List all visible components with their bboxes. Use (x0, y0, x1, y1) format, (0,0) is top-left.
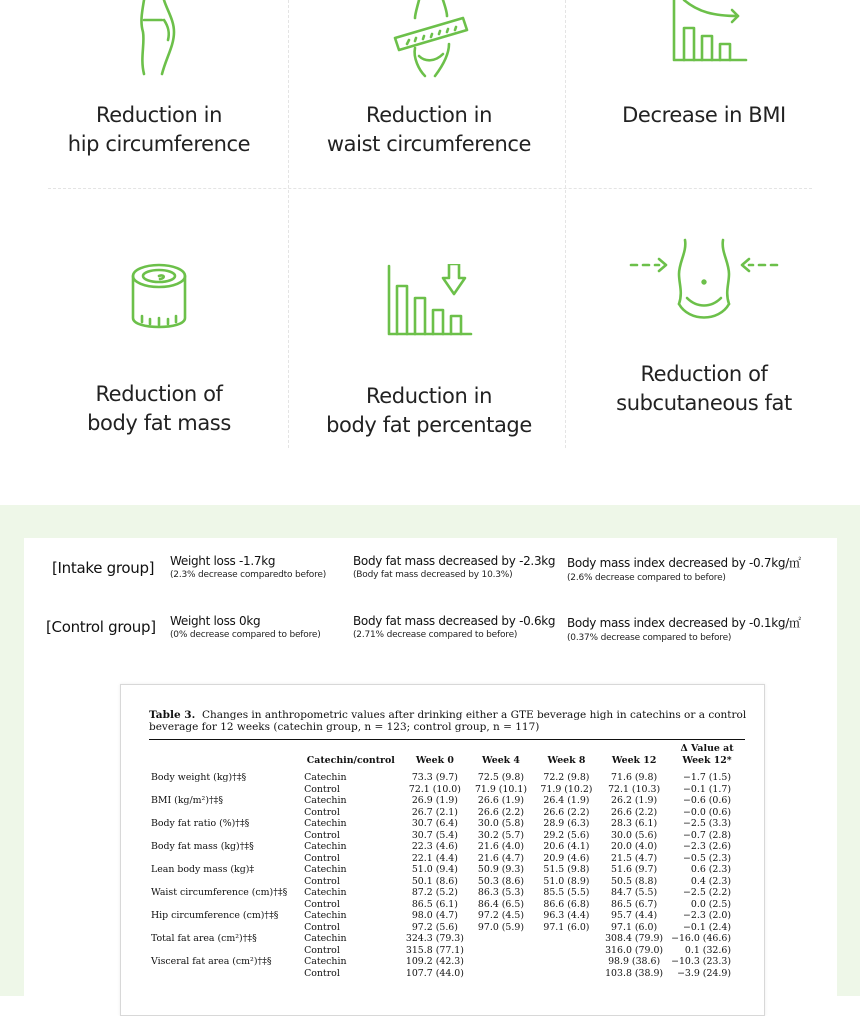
table-cell-w12: 98.9 (38.6) (608, 956, 661, 967)
table-cell-w8: 20.9 (4.6) (543, 852, 590, 864)
table-cell-w4: 50.9 (9.3) (477, 864, 525, 875)
table-row (149, 769, 745, 784)
table-cell-delta: 0.6 (2.3) (690, 864, 731, 875)
benefit-fat-percentage (294, 264, 564, 440)
results-card (24, 538, 837, 1008)
table-cell-w8: 51.0 (8.9) (543, 875, 590, 887)
results-section (0, 505, 860, 996)
table-cell-w0: 98.0 (4.7) (411, 910, 458, 921)
table-cell-w0: 22.3 (4.6) (411, 841, 458, 852)
table-cell-w4: 97.0 (5.9) (477, 921, 525, 933)
table-cell-w4: 26.6 (2.2) (477, 806, 525, 818)
table-row (149, 795, 745, 807)
table-row (149, 864, 745, 876)
benefit-waist (294, 0, 564, 159)
table-cell-w0: 26.9 (1.9) (411, 795, 458, 806)
table-cell-w12: 97.1 (6.0) (611, 921, 658, 933)
table-row (149, 818, 745, 830)
table-cell-w4: 86.4 (6.5) (477, 898, 525, 910)
subcutaneous-fat-icon (629, 238, 779, 332)
table-cell-variable (149, 807, 300, 819)
table-cell-group: Control (304, 829, 340, 841)
table-cell-delta: 0.4 (2.3) (690, 875, 731, 887)
benefit-label: Reduction of subcutaneous fat (616, 362, 792, 415)
table-cell-w4: 21.6 (4.7) (477, 852, 525, 864)
table-row (149, 933, 745, 945)
table-row (149, 841, 745, 853)
benefit-label: Reduction in hip circumference (67, 103, 251, 156)
waist-tape-icon (379, 0, 479, 80)
table-cell-w12: 20.0 (4.0) (611, 841, 658, 852)
anthropometric-table (149, 739, 745, 979)
table-cell-delta: −0.6 (0.6) (683, 795, 731, 806)
grid-divider (565, 0, 566, 448)
table-cell-variable (149, 945, 300, 957)
table-cell-w4: 21.6 (4.0) (477, 841, 525, 852)
table-cell-w0: 30.7 (5.4) (411, 829, 458, 841)
table-cell-w12: 50.5 (8.8) (611, 875, 658, 887)
table-cell-w0: 73.3 (9.7) (411, 772, 458, 783)
table-cell-w8: 96.3 (4.4) (543, 910, 590, 921)
table-cell-w4 (468, 933, 533, 945)
grid-divider (48, 188, 812, 189)
table-row (149, 807, 745, 819)
table-cell-group: Catechin (304, 933, 347, 944)
table-cell-delta: −2.3 (2.6) (683, 841, 731, 852)
table-cell-w8: 26.6 (2.2) (543, 806, 590, 818)
benefit-hip (24, 0, 294, 159)
table-cell-group: Catechin (304, 841, 347, 852)
table-cell-group: Catechin (304, 956, 347, 967)
table-row (149, 853, 745, 865)
table-cell-delta: −3.9 (24.9) (677, 967, 731, 979)
table-image (120, 684, 765, 1016)
table-cell-delta: −2.3 (2.0) (683, 910, 731, 921)
intake-fat-mass: Body fat mass decreased by -2.3kg (Body fat mass decreased by 10.3%) (353, 554, 556, 580)
table-cell-w8 (534, 956, 599, 968)
table-header: Δ Value at Week 12* (669, 740, 745, 770)
table-cell-variable: Body fat ratio (%)†‡§ (151, 818, 250, 829)
table-cell-w4: 86.3 (5.3) (477, 887, 525, 898)
table-cell-w8: 85.5 (5.5) (543, 887, 590, 898)
benefit-label: Reduction in body fat percentage (326, 384, 532, 437)
table-row (149, 887, 745, 899)
control-bmi: Body mass index decreased by -0.1kg/㎡ (0.37% decrease compared to before) (567, 616, 801, 643)
table-cell-w8 (534, 933, 599, 945)
fat-percentage-chart-icon (379, 264, 479, 340)
table-row (149, 910, 745, 922)
table-cell-variable (149, 899, 300, 911)
benefits-section (0, 0, 860, 505)
table-cell-w4 (468, 945, 533, 957)
table-header: Catechin/control (300, 740, 401, 770)
table-body (149, 769, 745, 979)
benefit-label: Reduction of body fat mass (87, 382, 231, 435)
table-cell-w0: 86.5 (6.1) (411, 898, 458, 910)
table-row (149, 922, 745, 934)
table-cell-delta: 0.1 (32.6) (684, 944, 731, 956)
table-cell-w12: 26.2 (1.9) (611, 795, 658, 806)
table-cell-w4 (468, 956, 533, 968)
table-cell-variable: Waist circumference (cm)†‡§ (151, 887, 288, 898)
table-cell-w12: 86.5 (6.7) (611, 898, 658, 910)
intake-weight: Weight loss -1.7kg (2.3% decrease comparedto before) (170, 554, 327, 580)
table-cell-delta: −10.3 (23.3) (671, 956, 731, 967)
table-cell-w4: 30.2 (5.7) (477, 829, 525, 841)
hip-icon (114, 0, 204, 80)
benefit-fat-mass (24, 258, 294, 438)
table-header: Week 12 (599, 740, 669, 770)
table-cell-delta: −0.7 (2.8) (683, 829, 731, 841)
table-cell-variable: Hip circumference (cm)†‡§ (151, 910, 279, 921)
table-cell-group: Control (304, 852, 340, 864)
table-cell-delta: −16.0 (46.6) (671, 933, 731, 944)
table-cell-w8: 51.5 (9.8) (543, 864, 590, 875)
control-weight: Weight loss 0kg (0% decrease compared to before) (170, 614, 321, 640)
table-cell-delta: −0.0 (0.6) (683, 806, 731, 818)
table-cell-group: Control (304, 921, 340, 933)
control-group-label: [Control group] (46, 618, 156, 636)
table-cell-variable (149, 830, 300, 842)
table-cell-w4: 26.6 (1.9) (477, 795, 525, 806)
table-caption: Table 3. Changes in anthropometric values after drinking either a GTE beverage high in catechins or a control beverage for 12 weeks (catechin group, n = 123; control group, n = 117) (149, 709, 747, 733)
table-cell-w4: 50.3 (8.6) (477, 875, 525, 887)
benefit-bmi (569, 0, 839, 130)
table-cell-variable (149, 876, 300, 888)
table-cell-w12: 71.6 (9.8) (611, 772, 658, 783)
table-cell-w0: 97.2 (5.6) (411, 921, 458, 933)
table-cell-variable: Total fat area (cm²)†‡§ (151, 933, 257, 944)
table-cell-delta: −0.1 (1.7) (683, 783, 731, 795)
table-cell-w12: 316.0 (79.0) (605, 944, 664, 956)
table-cell-delta: −1.7 (1.5) (683, 772, 731, 783)
table-cell-w12: 308.4 (79.9) (605, 933, 664, 944)
table-cell-w12: 84.7 (5.5) (611, 887, 658, 898)
table-row (149, 876, 745, 888)
table-cell-w12: 30.0 (5.6) (611, 829, 658, 841)
table-cell-variable: Body weight (kg)†‡§ (151, 772, 247, 783)
table-cell-w0: 50.1 (8.6) (411, 875, 458, 887)
table-cell-w4 (468, 968, 533, 980)
table-cell-w0: 315.8 (77.1) (405, 944, 464, 956)
table-row (149, 945, 745, 957)
table-cell-variable (149, 853, 300, 865)
table-cell-group: Catechin (304, 795, 347, 806)
table-cell-w8: 29.2 (5.6) (543, 829, 590, 841)
table-header: Week 8 (534, 740, 599, 770)
table-cell-group: Catechin (304, 910, 347, 921)
table-cell-group: Control (304, 898, 340, 910)
table-cell-variable: BMI (kg/m²)†‡§ (151, 795, 224, 806)
table-cell-w8: 26.4 (1.9) (543, 795, 590, 806)
table-cell-w4: 97.2 (4.5) (477, 910, 525, 921)
table-cell-w0: 22.1 (4.4) (411, 852, 458, 864)
table-cell-w8: 71.9 (10.2) (540, 783, 593, 795)
measuring-tape-icon (104, 258, 214, 338)
table-cell-w8: 20.6 (4.1) (543, 841, 590, 852)
benefit-label: Reduction in waist circumference (326, 103, 532, 156)
table-cell-delta: −0.5 (2.3) (683, 852, 731, 864)
table-cell-group: Catechin (304, 772, 347, 783)
table-cell-w4: 72.5 (9.8) (477, 772, 525, 783)
table-cell-variable (149, 968, 300, 980)
benefit-label: Decrease in BMI (622, 103, 786, 127)
table-cell-w0: 87.2 (5.2) (411, 887, 458, 898)
table-cell-group: Catechin (304, 887, 347, 898)
table-cell-delta: −0.1 (2.4) (683, 921, 731, 933)
table-cell-w0: 26.7 (2.1) (411, 806, 458, 818)
table-row (149, 956, 745, 968)
intake-bmi: Body mass index decreased by -0.7kg/㎡ (2.6% decrease compared to before) (567, 556, 801, 583)
table-cell-w12: 26.6 (2.2) (611, 806, 658, 818)
table-cell-variable: Body fat mass (kg)†‡§ (151, 841, 254, 852)
table-cell-variable: Visceral fat area (cm²)†‡§ (151, 956, 272, 967)
table-cell-w0: 51.0 (9.4) (411, 864, 458, 875)
table-cell-delta: −2.5 (2.2) (683, 887, 731, 898)
table-cell-w4: 71.9 (10.1) (474, 783, 527, 795)
table-header: Week 0 (402, 740, 469, 770)
table-cell-w8: 28.9 (6.3) (543, 818, 590, 829)
table-cell-w0: 107.7 (44.0) (405, 967, 464, 979)
table-cell-group: Catechin (304, 864, 347, 875)
table-row (149, 830, 745, 842)
table-cell-w12: 103.8 (38.9) (605, 967, 664, 979)
table-cell-w8: 72.2 (9.8) (543, 772, 590, 783)
table-header: Week 4 (468, 740, 533, 770)
table-cell-w8 (534, 945, 599, 957)
table-cell-delta: 0.0 (2.5) (690, 898, 731, 910)
table-cell-w0: 324.3 (79.3) (405, 933, 464, 944)
table-cell-w12: 21.5 (4.7) (611, 852, 658, 864)
table-cell-variable: Lean body mass (kg)‡ (151, 864, 255, 875)
benefit-subcutaneous-fat (569, 238, 839, 418)
table-cell-group: Control (304, 875, 340, 887)
table-cell-w4: 30.0 (5.8) (477, 818, 525, 829)
table-row (149, 899, 745, 911)
table-header (149, 740, 300, 770)
table-cell-w12: 28.3 (6.1) (611, 818, 658, 829)
intake-group-label: [Intake group] (52, 559, 155, 577)
table-cell-w12: 95.7 (4.4) (611, 910, 658, 921)
table-cell-group: Control (304, 806, 340, 818)
table-cell-w12: 51.6 (9.7) (611, 864, 658, 875)
table-row (149, 968, 745, 980)
table-cell-w0: 109.2 (42.3) (405, 956, 464, 967)
table-cell-w0: 30.7 (6.4) (411, 818, 458, 829)
table-cell-w8: 86.6 (6.8) (543, 898, 590, 910)
table-cell-delta: −2.5 (3.3) (683, 818, 731, 829)
table-row (149, 784, 745, 796)
table-cell-w8 (534, 968, 599, 980)
table-cell-group: Control (304, 944, 340, 956)
table-cell-w8: 97.1 (6.0) (543, 921, 590, 933)
table-cell-variable (149, 784, 300, 796)
table-cell-w12: 72.1 (10.3) (608, 783, 661, 795)
table-cell-w0: 72.1 (10.0) (408, 783, 461, 795)
bmi-chart-icon (654, 0, 754, 80)
control-fat-mass: Body fat mass decreased by -0.6kg (2.71% decrease compared to before) (353, 614, 556, 640)
table-cell-group: Control (304, 783, 340, 795)
table-cell-group: Control (304, 967, 340, 979)
table-cell-variable (149, 922, 300, 934)
table-cell-group: Catechin (304, 818, 347, 829)
